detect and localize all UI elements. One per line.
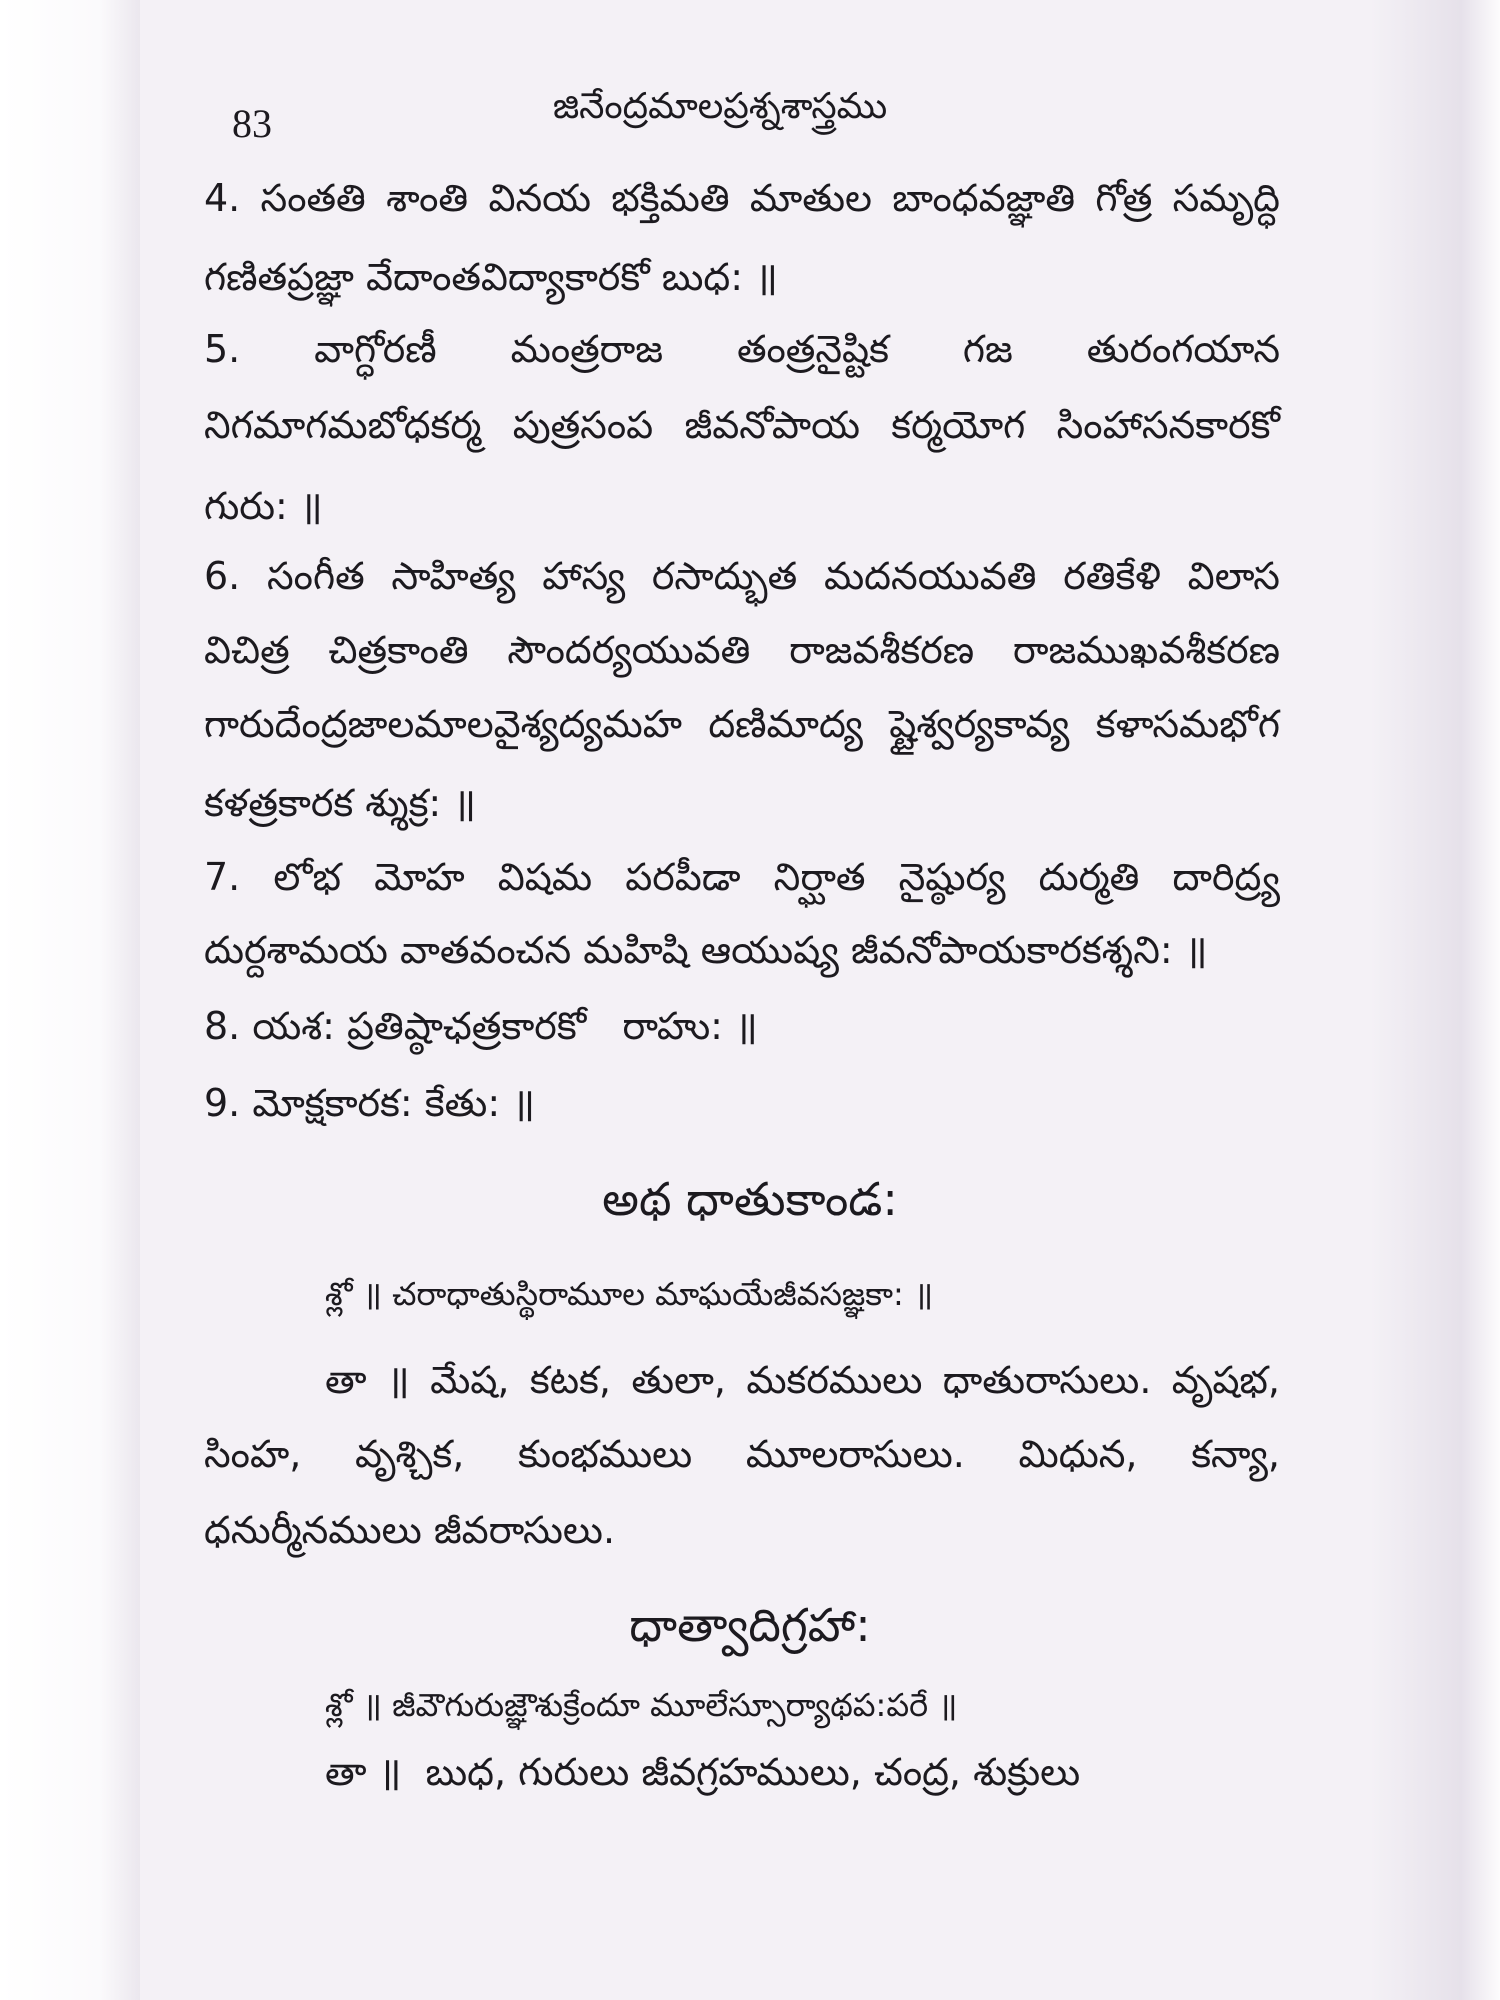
text-line: గారుదేంద్రజాలమాలవైశ్యద్యమహ దణిమాద్య ష్టైశ్వర్యకావ్య కళాసమభోగ	[204, 702, 1280, 746]
text-line: 7. లోభ మోహ విషమ పరపీడా నిర్ఘాత నైష్ఠుర్య దుర్మతి దారిద్ర్య	[204, 855, 1280, 899]
text-line: 4. సంతతి శాంతి వినయ భక్తిమతి మాతుల బాంధవజ్ఞాతి గోత్ర సమృద్ధి	[204, 176, 1280, 220]
text-line: 8. యశ: ప్రతిష్ఠాఛత్రకారకో రాహు: ॥	[204, 1004, 758, 1048]
text-line: దుర్దశామయ వాతవంచన మహిషి ఆయుష్య జీవనోపాయకారకశ్శని: ॥	[204, 928, 1208, 972]
tatparya-line: తా ॥ మేష, కటక, తులా, మకరములు ధాతురాసులు. వృషభ,	[325, 1358, 1280, 1402]
text-line: 9. మోక్షకారక: కేతు: ॥	[204, 1081, 535, 1125]
tatparya-line: తా ॥ బుధ, గురులు జీవగ్రహములు, చంద్ర, శుక్రులు	[325, 1750, 1081, 1794]
tatparya-line: ధనుర్మీనములు జీవరాసులు.	[204, 1508, 616, 1552]
section-heading: ధాత్వాదిగ్రహా:	[629, 1598, 871, 1652]
text-line: గణితప్రజ్ఞా వేదాంతవిద్యాకారకో బుధ: ॥	[204, 255, 778, 299]
text-line: విచిత్ర చిత్రకాంతి సౌందర్యయువతి రాజవశీకరణ రాజముఖవశీకరణ	[204, 628, 1280, 672]
text-line: 6. సంగీత సాహిత్య హాస్య రసాద్భుత మదనయువతి రతికేళి విలాస	[204, 554, 1280, 598]
page-number: 83	[232, 101, 272, 146]
section-heading: అథ ధాతుకాండ:	[602, 1172, 898, 1226]
text-line: కళత్రకారక శ్శుక్ర: ॥	[204, 781, 477, 825]
tatparya-line: సింహ, వృశ్చిక, కుంభములు మూలరాసులు. మిధున, కన్యా,	[204, 1432, 1280, 1476]
text-line: 5. వాగ్ధోరణీ మంత్రరాజ తంత్రనైష్టిక గజ తురంగయాన	[204, 327, 1280, 371]
text-line: నిగమాగమబోధకర్మ పుత్రసంప జీవనోపాయ కర్మయోగ సింహాసనకారకో	[204, 403, 1280, 447]
shloka-line: శ్లో ॥ జీవౌగురుజ్ఞౌశుక్రేందూ మూలేస్సూర్యాథప:పరే ॥	[325, 1686, 958, 1724]
running-head: జినేంద్రమాలప్రశ్నశాస్త్రము	[552, 86, 888, 127]
page-gutter	[0, 0, 140, 2000]
text-line: గురు: ॥	[204, 484, 323, 528]
shloka-line: శ్లో ॥ చరాధాతుస్థిరామూల మాఘయేజీవసజ్ఞకా: ॥	[325, 1275, 934, 1313]
page-edge-shadow	[1370, 0, 1500, 2000]
